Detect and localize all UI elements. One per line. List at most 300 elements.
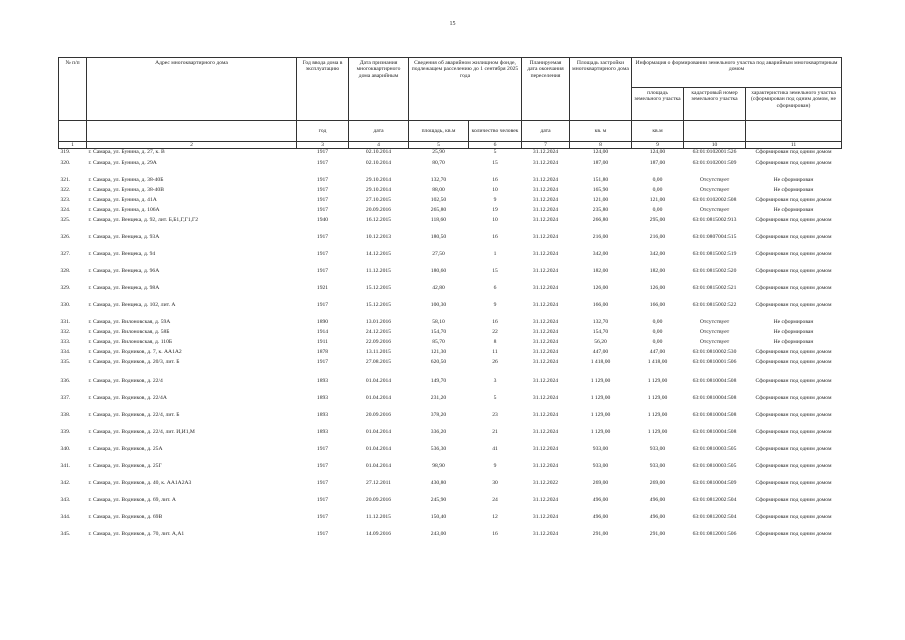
table-row xyxy=(59,302,842,319)
table-row xyxy=(59,285,842,302)
unit-people: количество человек xyxy=(469,121,522,142)
header-land-char: характеристика земельного участка (сформирован под одним домом, не сформирован) xyxy=(746,88,842,121)
planned-date: 31.12.2024 xyxy=(532,348,559,355)
table-body xyxy=(59,149,842,548)
build-area: 182,00 xyxy=(592,267,609,274)
emergency-area: 132,70 xyxy=(430,176,447,183)
land-characteristic: Не сформирован xyxy=(773,338,814,345)
land-area: 269,00 xyxy=(649,479,666,486)
emergency-date: 27.10.2015 xyxy=(365,196,392,203)
table-row xyxy=(59,514,842,531)
header-land-area: площадь земельного участка xyxy=(632,88,684,121)
land-characteristic: Сформирован под одним домом xyxy=(755,267,832,274)
emergency-area: 80,70 xyxy=(432,159,445,166)
cadastral-number: 63:01:0810003:505 xyxy=(692,462,737,469)
people-count: 1 xyxy=(493,250,497,257)
land-characteristic: Сформирован под одним домом xyxy=(755,301,832,308)
emergency-area: 100,30 xyxy=(430,301,447,308)
header-emergency-fund: Сведения об аварийном жилищном фонде, подлежащем расселению до 1 сентября 2025 года xyxy=(409,58,522,121)
address: г. Самара, ул. Венцека, д. 94 xyxy=(88,250,156,257)
emergency-date: 13.11.2015 xyxy=(366,348,391,355)
column-number: 7 xyxy=(522,142,570,149)
emergency-area: 149,70 xyxy=(430,377,447,384)
emergency-date: 01.04.2014 xyxy=(365,462,392,469)
unit-year: год xyxy=(297,121,349,142)
column-number: 5 xyxy=(409,142,469,149)
land-area: 342,00 xyxy=(649,250,666,257)
build-area: 933,00 xyxy=(592,462,609,469)
column-number: 10 xyxy=(684,142,746,149)
emergency-area: 42,80 xyxy=(432,284,445,291)
people-count: 22 xyxy=(492,328,498,335)
year-built: 1921 xyxy=(316,284,329,291)
year-built: 1893 xyxy=(316,411,329,418)
land-area: 182,00 xyxy=(649,267,666,274)
unit-cell xyxy=(87,121,297,142)
address: г. Самара, ул. Водников, д. 70, лит. А,А1 xyxy=(88,530,185,537)
column-number: 4 xyxy=(349,142,409,149)
address: г. Самара, ул. Вилоновская, д. 58Б xyxy=(88,328,170,335)
table-row xyxy=(59,217,842,234)
row-number: 344. xyxy=(60,513,71,520)
year-built: 1917 xyxy=(316,445,329,452)
emergency-area: 121,30 xyxy=(430,348,447,355)
year-built: 1917 xyxy=(316,159,329,166)
planned-date: 31.12.2024 xyxy=(532,186,559,193)
planned-date: 31.12.2024 xyxy=(532,301,559,308)
cadastral-number: 63:01:0810004:508 xyxy=(692,428,737,435)
header-cadastral: кадастровый номер земельного участка xyxy=(684,88,746,121)
emergency-area: 27,50 xyxy=(432,250,445,257)
land-area: 496,00 xyxy=(649,513,666,520)
address: г. Самара, ул. Венцека, д. 92, лит. Б,Б1,Г,Г1,Г2 xyxy=(88,216,199,223)
unit-cell xyxy=(684,121,746,142)
emergency-date: 11.12.2015 xyxy=(366,513,391,520)
cadastral-number: 63:01:0810004:508 xyxy=(692,377,737,384)
emergency-date: 27.08.2015 xyxy=(365,358,392,365)
land-characteristic: Не сформирован xyxy=(773,318,814,325)
emergency-date: 01.04.2014 xyxy=(365,445,392,452)
planned-date: 31.12.2024 xyxy=(532,394,559,401)
cadastral-number: 63:01:0810003:505 xyxy=(692,445,737,452)
address: г. Самара, ул. Водников, д. 22/4А xyxy=(88,394,167,401)
land-area: 166,00 xyxy=(649,301,666,308)
year-built: 1911 xyxy=(317,338,328,345)
year-built: 1914 xyxy=(316,328,329,335)
table-row xyxy=(59,412,842,429)
row-number: 345. xyxy=(60,530,71,537)
people-count: 9 xyxy=(493,301,497,308)
land-characteristic: Не сформирован xyxy=(773,206,814,213)
table-row xyxy=(59,197,842,207)
unit-plan-date: дата xyxy=(522,121,570,142)
column-number: 1 xyxy=(59,142,87,149)
table-row xyxy=(59,177,842,187)
row-number: 339. xyxy=(60,428,71,435)
emergency-area: 98,90 xyxy=(432,462,445,469)
year-built: 1893 xyxy=(316,377,329,384)
row-number: 327. xyxy=(60,250,71,257)
table-row xyxy=(59,319,842,329)
column-number: 11 xyxy=(746,142,842,149)
table-row xyxy=(59,329,842,339)
row-number: 341. xyxy=(60,462,71,469)
people-count: 8 xyxy=(493,338,497,345)
people-count: 41 xyxy=(492,445,498,452)
year-built: 1917 xyxy=(316,462,329,469)
row-number: 321. xyxy=(60,176,71,183)
land-characteristic: Сформирован под одним домом xyxy=(755,394,832,401)
cadastral-number: 63:01:0810004:508 xyxy=(692,394,737,401)
land-characteristic: Сформирован под одним домом xyxy=(755,284,832,291)
table-row xyxy=(59,234,842,251)
people-count: 15 xyxy=(492,159,498,166)
cadastral-number: 63:01:0812002:504 xyxy=(692,513,737,520)
row-number: 322. xyxy=(60,186,71,193)
planned-date: 31.12.2024 xyxy=(532,377,559,384)
header-date-emergency: Дата признания многоквартирного дома аварийным xyxy=(349,58,409,121)
emergency-area: 88,00 xyxy=(432,186,445,193)
people-count: 3 xyxy=(493,377,497,384)
planned-date: 31.12.2024 xyxy=(532,428,559,435)
cadastral-number: 63:01:0810002:530 xyxy=(692,348,737,355)
year-built: 1917 xyxy=(316,206,329,213)
address: г. Самара, ул. Водников, д. 22/4, лит. И,И1,М xyxy=(88,428,195,435)
table-row xyxy=(59,160,842,177)
address: г. Самара, ул. Водников, д. 25А xyxy=(88,445,163,452)
column-number: 8 xyxy=(570,142,632,149)
build-area: 126,00 xyxy=(592,284,609,291)
land-characteristic: Сформирован под одним домом xyxy=(755,513,832,520)
row-number: 324. xyxy=(60,206,71,213)
row-number: 326. xyxy=(60,233,71,240)
emergency-date: 22.09.2016 xyxy=(365,338,392,345)
emergency-date: 02.10.2014 xyxy=(365,149,392,155)
land-characteristic: Сформирован под одним домом xyxy=(755,428,832,435)
header-year: Год ввода дома в эксплуатацию xyxy=(297,58,349,121)
table-row xyxy=(59,268,842,285)
cadastral-number: 63:01:0102001:526 xyxy=(692,149,737,155)
page-number: 15 xyxy=(449,21,456,27)
build-area: 1 129,00 xyxy=(590,411,611,418)
build-area: 216,00 xyxy=(592,233,609,240)
row-number: 323. xyxy=(60,196,71,203)
row-number: 333. xyxy=(60,338,71,345)
year-built: 1917 xyxy=(316,176,329,183)
emergency-date: 27.12.2011 xyxy=(366,479,391,486)
emergency-area: 180,50 xyxy=(430,233,447,240)
land-area: 0,00 xyxy=(652,328,663,335)
people-count: 11 xyxy=(492,348,498,355)
people-count: 10 xyxy=(492,186,498,193)
land-area: 0,00 xyxy=(652,338,663,345)
cadastral-number: 63:01:0807004:515 xyxy=(692,233,737,240)
people-count: 5 xyxy=(493,149,497,155)
address: г. Самара, ул. Водников, д. 22/4, лит. Б xyxy=(88,411,180,418)
land-area: 0,00 xyxy=(652,176,663,183)
build-area: 447,00 xyxy=(592,348,609,355)
land-area: 121,00 xyxy=(649,196,666,203)
planned-date: 31.12.2024 xyxy=(532,206,559,213)
planned-date: 31.12.2024 xyxy=(532,496,559,503)
unit-date: дата xyxy=(349,121,409,142)
people-count: 16 xyxy=(492,176,498,183)
header-address: Адрес многоквартирного дома xyxy=(87,58,297,121)
land-characteristic: Сформирован под одним домом xyxy=(755,479,832,486)
land-characteristic: Сформирован под одним домом xyxy=(755,377,832,384)
address: г. Самара, ул. Венцека, д. 98А xyxy=(88,284,160,291)
emergency-area: 378,20 xyxy=(430,411,447,418)
table-row xyxy=(59,497,842,514)
year-built: 1878 xyxy=(316,348,329,355)
people-count: 10 xyxy=(492,216,498,223)
land-area: 1 129,00 xyxy=(647,394,668,401)
planned-date: 31.12.2024 xyxy=(532,250,559,257)
build-area: 496,00 xyxy=(592,513,609,520)
header-planned-date: Планируемая дата окончания переселения xyxy=(522,58,570,121)
address: г. Самара, ул. Водников, д. 7, к. АА1А2 xyxy=(88,348,182,355)
emergency-date: 02.10.2014 xyxy=(365,159,392,166)
address: г. Самара, ул. Бунина, д. 29А xyxy=(88,159,157,166)
row-number: 330. xyxy=(60,301,71,308)
emergency-area: 58,10 xyxy=(432,318,445,325)
land-area: 216,00 xyxy=(649,233,666,240)
people-count: 26 xyxy=(492,358,498,365)
people-count: 9 xyxy=(493,462,497,469)
people-count: 24 xyxy=(492,496,498,503)
land-area: 124,00 xyxy=(649,149,666,155)
address: г. Самара, ул. Венцека, д. 102, лит. А xyxy=(88,301,176,308)
build-area: 154,70 xyxy=(592,328,609,335)
column-number: 2 xyxy=(87,142,297,149)
emergency-area: 620,50 xyxy=(430,358,447,365)
emergency-date: 11.12.2015 xyxy=(366,267,391,274)
land-area: 291,00 xyxy=(649,530,666,537)
year-built: 1940 xyxy=(316,216,329,223)
planned-date: 31.12.2024 xyxy=(532,196,559,203)
emergency-area: 25,90 xyxy=(432,149,445,155)
planned-date: 31.12.2024 xyxy=(532,462,559,469)
unit-land-area: кв.м xyxy=(632,121,684,142)
year-built: 1917 xyxy=(316,186,329,193)
cadastral-number: 63:01:0102002:508 xyxy=(692,196,737,203)
cadastral-number: 63:01:0102001:509 xyxy=(692,159,737,166)
header-build-area: Площадь застройки многоквартирного дома xyxy=(570,58,632,121)
planned-date: 31.12.2024 xyxy=(532,338,559,345)
planned-date: 31.12.2024 xyxy=(532,216,559,223)
cadastral-number: 63:01:0810004:509 xyxy=(692,479,737,486)
cadastral-number: Отсутствует xyxy=(699,328,730,335)
build-area: 1 129,00 xyxy=(590,377,611,384)
row-number: 336. xyxy=(60,377,71,384)
land-area: 295,00 xyxy=(649,216,666,223)
emergency-area: 265,80 xyxy=(430,206,447,213)
emergency-area: 150,40 xyxy=(430,513,447,520)
land-characteristic: Не сформирован xyxy=(773,186,814,193)
land-characteristic: Сформирован под одним домом xyxy=(755,149,832,155)
build-area: 933,00 xyxy=(592,445,609,452)
header-land-info: Информация о формировании земельного участка под аварийным многоквартирным домом xyxy=(632,58,842,88)
land-area: 126,00 xyxy=(649,284,666,291)
emergency-area: 180,60 xyxy=(430,267,447,274)
land-area: 1 129,00 xyxy=(647,428,668,435)
year-built: 1917 xyxy=(316,196,329,203)
build-area: 266,80 xyxy=(592,216,609,223)
year-built: 1917 xyxy=(316,250,329,257)
table-row xyxy=(59,359,842,378)
people-count: 6 xyxy=(493,284,497,291)
people-count: 9 xyxy=(493,196,497,203)
address: г. Самара, ул. Вилоновская, д. 110Б xyxy=(88,338,173,345)
emergency-date: 16.12.2015 xyxy=(365,216,392,223)
build-area: 269,00 xyxy=(592,479,609,486)
emergency-area: 336,20 xyxy=(430,428,447,435)
emergency-date: 20.09.2016 xyxy=(365,206,392,213)
emergency-date: 20.09.2016 xyxy=(365,496,392,503)
land-characteristic: Сформирован под одним домом xyxy=(755,250,832,257)
unit-cell xyxy=(746,121,842,142)
table-row xyxy=(59,395,842,412)
row-number: 332. xyxy=(60,328,71,335)
address: г. Самара, ул. Бунина, д. 27, к. В xyxy=(88,149,165,155)
land-area: 0,00 xyxy=(652,186,663,193)
emergency-area: 231,20 xyxy=(430,394,447,401)
unit-build-area: кв. м xyxy=(570,121,632,142)
land-characteristic: Сформирован под одним домом xyxy=(755,233,832,240)
build-area: 1 129,00 xyxy=(590,394,611,401)
emergency-date: 01.04.2014 xyxy=(365,428,392,435)
emergency-area: 102,50 xyxy=(430,196,447,203)
cadastral-number: Отсутствует xyxy=(699,318,730,325)
cadastral-number: 63:01:0812001:506 xyxy=(692,530,737,537)
emergency-date: 15.12.2015 xyxy=(365,284,392,291)
table-row xyxy=(59,207,842,217)
planned-date: 31.12.2024 xyxy=(532,159,559,166)
planned-date: 31.12.2024 xyxy=(532,149,559,155)
year-built: 1893 xyxy=(316,394,329,401)
column-number: 9 xyxy=(632,142,684,149)
year-built: 1917 xyxy=(316,267,329,274)
table-row xyxy=(59,531,842,548)
table-row xyxy=(59,378,842,395)
land-area: 933,00 xyxy=(649,462,666,469)
land-characteristic: Не сформирован xyxy=(773,328,814,335)
build-area: 235,80 xyxy=(592,206,609,213)
year-built: 1917 xyxy=(316,513,329,520)
cadastral-number: 63:01:0815002:522 xyxy=(692,301,737,308)
land-area: 0,00 xyxy=(652,318,663,325)
build-area: 124,00 xyxy=(592,149,609,155)
address: г. Самара, ул. Водников, д. 69, лит. А xyxy=(88,496,176,503)
year-built: 1917 xyxy=(316,496,329,503)
table-row xyxy=(59,339,842,349)
land-area: 1 418,00 xyxy=(647,358,668,365)
emergency-date: 15.12.2015 xyxy=(365,301,392,308)
build-area: 151,80 xyxy=(592,176,609,183)
emergency-housing-table xyxy=(58,57,842,548)
cadastral-number: 63:01:0815002:520 xyxy=(692,267,737,274)
table-row xyxy=(59,480,842,497)
emergency-date: 20.09.2016 xyxy=(365,411,392,418)
unit-cell xyxy=(59,121,87,142)
row-number: 338. xyxy=(60,411,71,418)
planned-date: 31.12.2024 xyxy=(532,267,559,274)
cadastral-number: Отсутствует xyxy=(699,206,730,213)
land-characteristic: Сформирован под одним домом xyxy=(755,216,832,223)
row-number: 340. xyxy=(60,445,71,452)
row-number: 325. xyxy=(60,216,71,223)
address: г. Самара, ул. Водников, д. 69В xyxy=(88,513,163,520)
land-area: 933,00 xyxy=(649,445,666,452)
address: г. Самара, ул. Венцека, д. 93А xyxy=(88,233,160,240)
planned-date: 31.12.2024 xyxy=(532,513,559,520)
cadastral-number: 63:01:0815002:913 xyxy=(692,216,737,223)
table-row xyxy=(59,429,842,446)
unit-area: площадь, кв.м xyxy=(409,121,469,142)
planned-date: 31.12.2024 xyxy=(532,176,559,183)
land-characteristic: Сформирован под одним домом xyxy=(755,496,832,503)
land-area: 187,00 xyxy=(649,159,666,166)
people-count: 23 xyxy=(492,411,498,418)
land-area: 447,00 xyxy=(649,348,666,355)
cadastral-number: 63:01:0810004:508 xyxy=(692,411,737,418)
cadastral-number: 63:01:0815002:519 xyxy=(692,250,737,257)
cadastral-number: 63:01:0810001:506 xyxy=(692,358,737,365)
address: г. Самара, ул. Бунина, д. 38-40Б xyxy=(88,176,164,183)
emergency-area: 154,70 xyxy=(430,328,447,335)
row-number: 342. xyxy=(60,479,71,486)
planned-date: 31.12.2024 xyxy=(532,445,559,452)
emergency-area: 536,30 xyxy=(430,445,447,452)
people-count: 16 xyxy=(492,318,498,325)
land-characteristic: Сформирован под одним домом xyxy=(755,530,832,537)
year-built: 1917 xyxy=(316,358,329,365)
land-characteristic: Сформирован под одним домом xyxy=(755,445,832,452)
row-number: 343. xyxy=(60,496,71,503)
year-built: 1917 xyxy=(316,530,329,537)
table-row xyxy=(59,349,842,359)
build-area: 291,00 xyxy=(592,530,609,537)
emergency-area: 85,70 xyxy=(432,338,445,345)
emergency-date: 01.04.2014 xyxy=(365,377,392,384)
address: г. Самара, ул. Водников, д. 25Г xyxy=(88,462,162,469)
planned-date: 31.12.2024 xyxy=(532,328,559,335)
land-characteristic: Сформирован под одним домом xyxy=(755,462,832,469)
table-header xyxy=(59,58,842,149)
column-number: 6 xyxy=(469,142,522,149)
emergency-area: 243,00 xyxy=(430,530,447,537)
people-count: 16 xyxy=(492,233,498,240)
people-count: 12 xyxy=(492,513,498,520)
people-count: 19 xyxy=(492,206,498,213)
planned-date: 31.12.2022 xyxy=(532,479,559,486)
cadastral-number: Отсутствует xyxy=(699,176,730,183)
build-area: 132,70 xyxy=(592,318,609,325)
build-area: 165,90 xyxy=(592,186,609,193)
year-built: 1917 xyxy=(316,479,329,486)
year-built: 1917 xyxy=(316,233,329,240)
table-row xyxy=(59,251,842,268)
build-area: 342,00 xyxy=(592,250,609,257)
emergency-date: 13.01.2016 xyxy=(365,318,392,325)
cadastral-number: Отсутствует xyxy=(699,338,730,345)
cadastral-number: Отсутствует xyxy=(699,186,730,193)
emergency-area: 245,90 xyxy=(430,496,447,503)
land-area: 1 129,00 xyxy=(647,411,668,418)
emergency-date: 01.04.2014 xyxy=(365,394,392,401)
table-row xyxy=(59,463,842,480)
land-area: 1 129,00 xyxy=(647,377,668,384)
